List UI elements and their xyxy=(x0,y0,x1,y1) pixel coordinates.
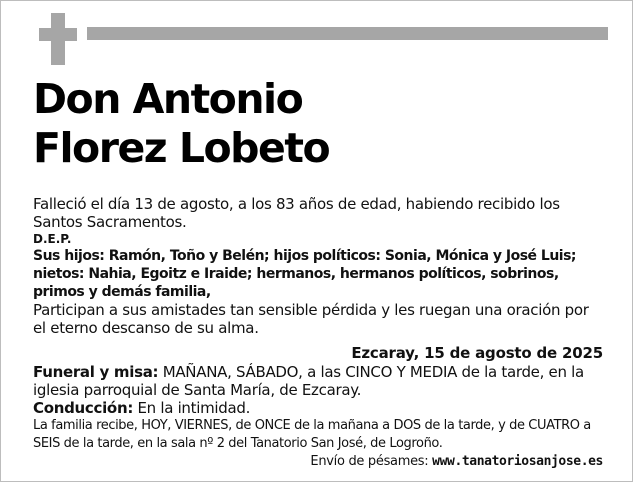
family-list: Sus hijos: Ramón, Toño y Belén; hijos políticos: Sonia, Mónica y José Luis; nietos: Nahia, Egoitz e Iraide; hermanos, hermanos políticos, sobrinos, primos y demás familia, xyxy=(33,248,577,300)
cross-icon-horizontal xyxy=(39,28,77,41)
place-and-date: Ezcaray, 15 de agosto de 2025 xyxy=(351,344,603,362)
conduccion-text: En la intimidad. xyxy=(133,399,251,417)
notice-body xyxy=(33,195,603,471)
funeral-info xyxy=(33,363,603,399)
conduccion-label: Conducción: xyxy=(33,399,134,417)
header-divider-bar xyxy=(87,27,608,40)
funeral-text: MAÑANA, SÁBADO, a las CINCO Y MEDIA de la tarde, en la iglesia parroquial de Santa María, de Ezcaray. xyxy=(33,363,584,399)
conduccion-info xyxy=(33,399,603,417)
condolences-website-link[interactable]: www.tanatoriosanjose.es xyxy=(432,454,603,469)
visiting-hours: La familia recibe, HOY, VIERNES, de ONCE de la mañana a DOS de la tarde, y de CUATRO a SEIS de la tarde, en la sala nº 2 del Tanatorio San José, de Logroño. xyxy=(33,418,591,451)
deceased-name-line-2: Florez Lobeto xyxy=(33,124,330,172)
condolences-label: Envío de pésames: xyxy=(310,454,433,469)
dep-label: D.E.P. xyxy=(33,232,72,246)
deceased-name-line-1: Don Antonio xyxy=(33,75,303,123)
deceased-name xyxy=(33,75,329,173)
prayer-request: Participan a sus amistades tan sensible pérdida y les ruegan una oración por el eterno descanso de su alma. xyxy=(33,301,589,337)
condolences-line xyxy=(33,453,603,471)
death-statement: Falleció el día 13 de agosto, a los 83 años de edad, habiendo recibido los Santos Sacramentos. xyxy=(33,195,560,231)
funeral-label: Funeral y misa: xyxy=(33,363,159,381)
